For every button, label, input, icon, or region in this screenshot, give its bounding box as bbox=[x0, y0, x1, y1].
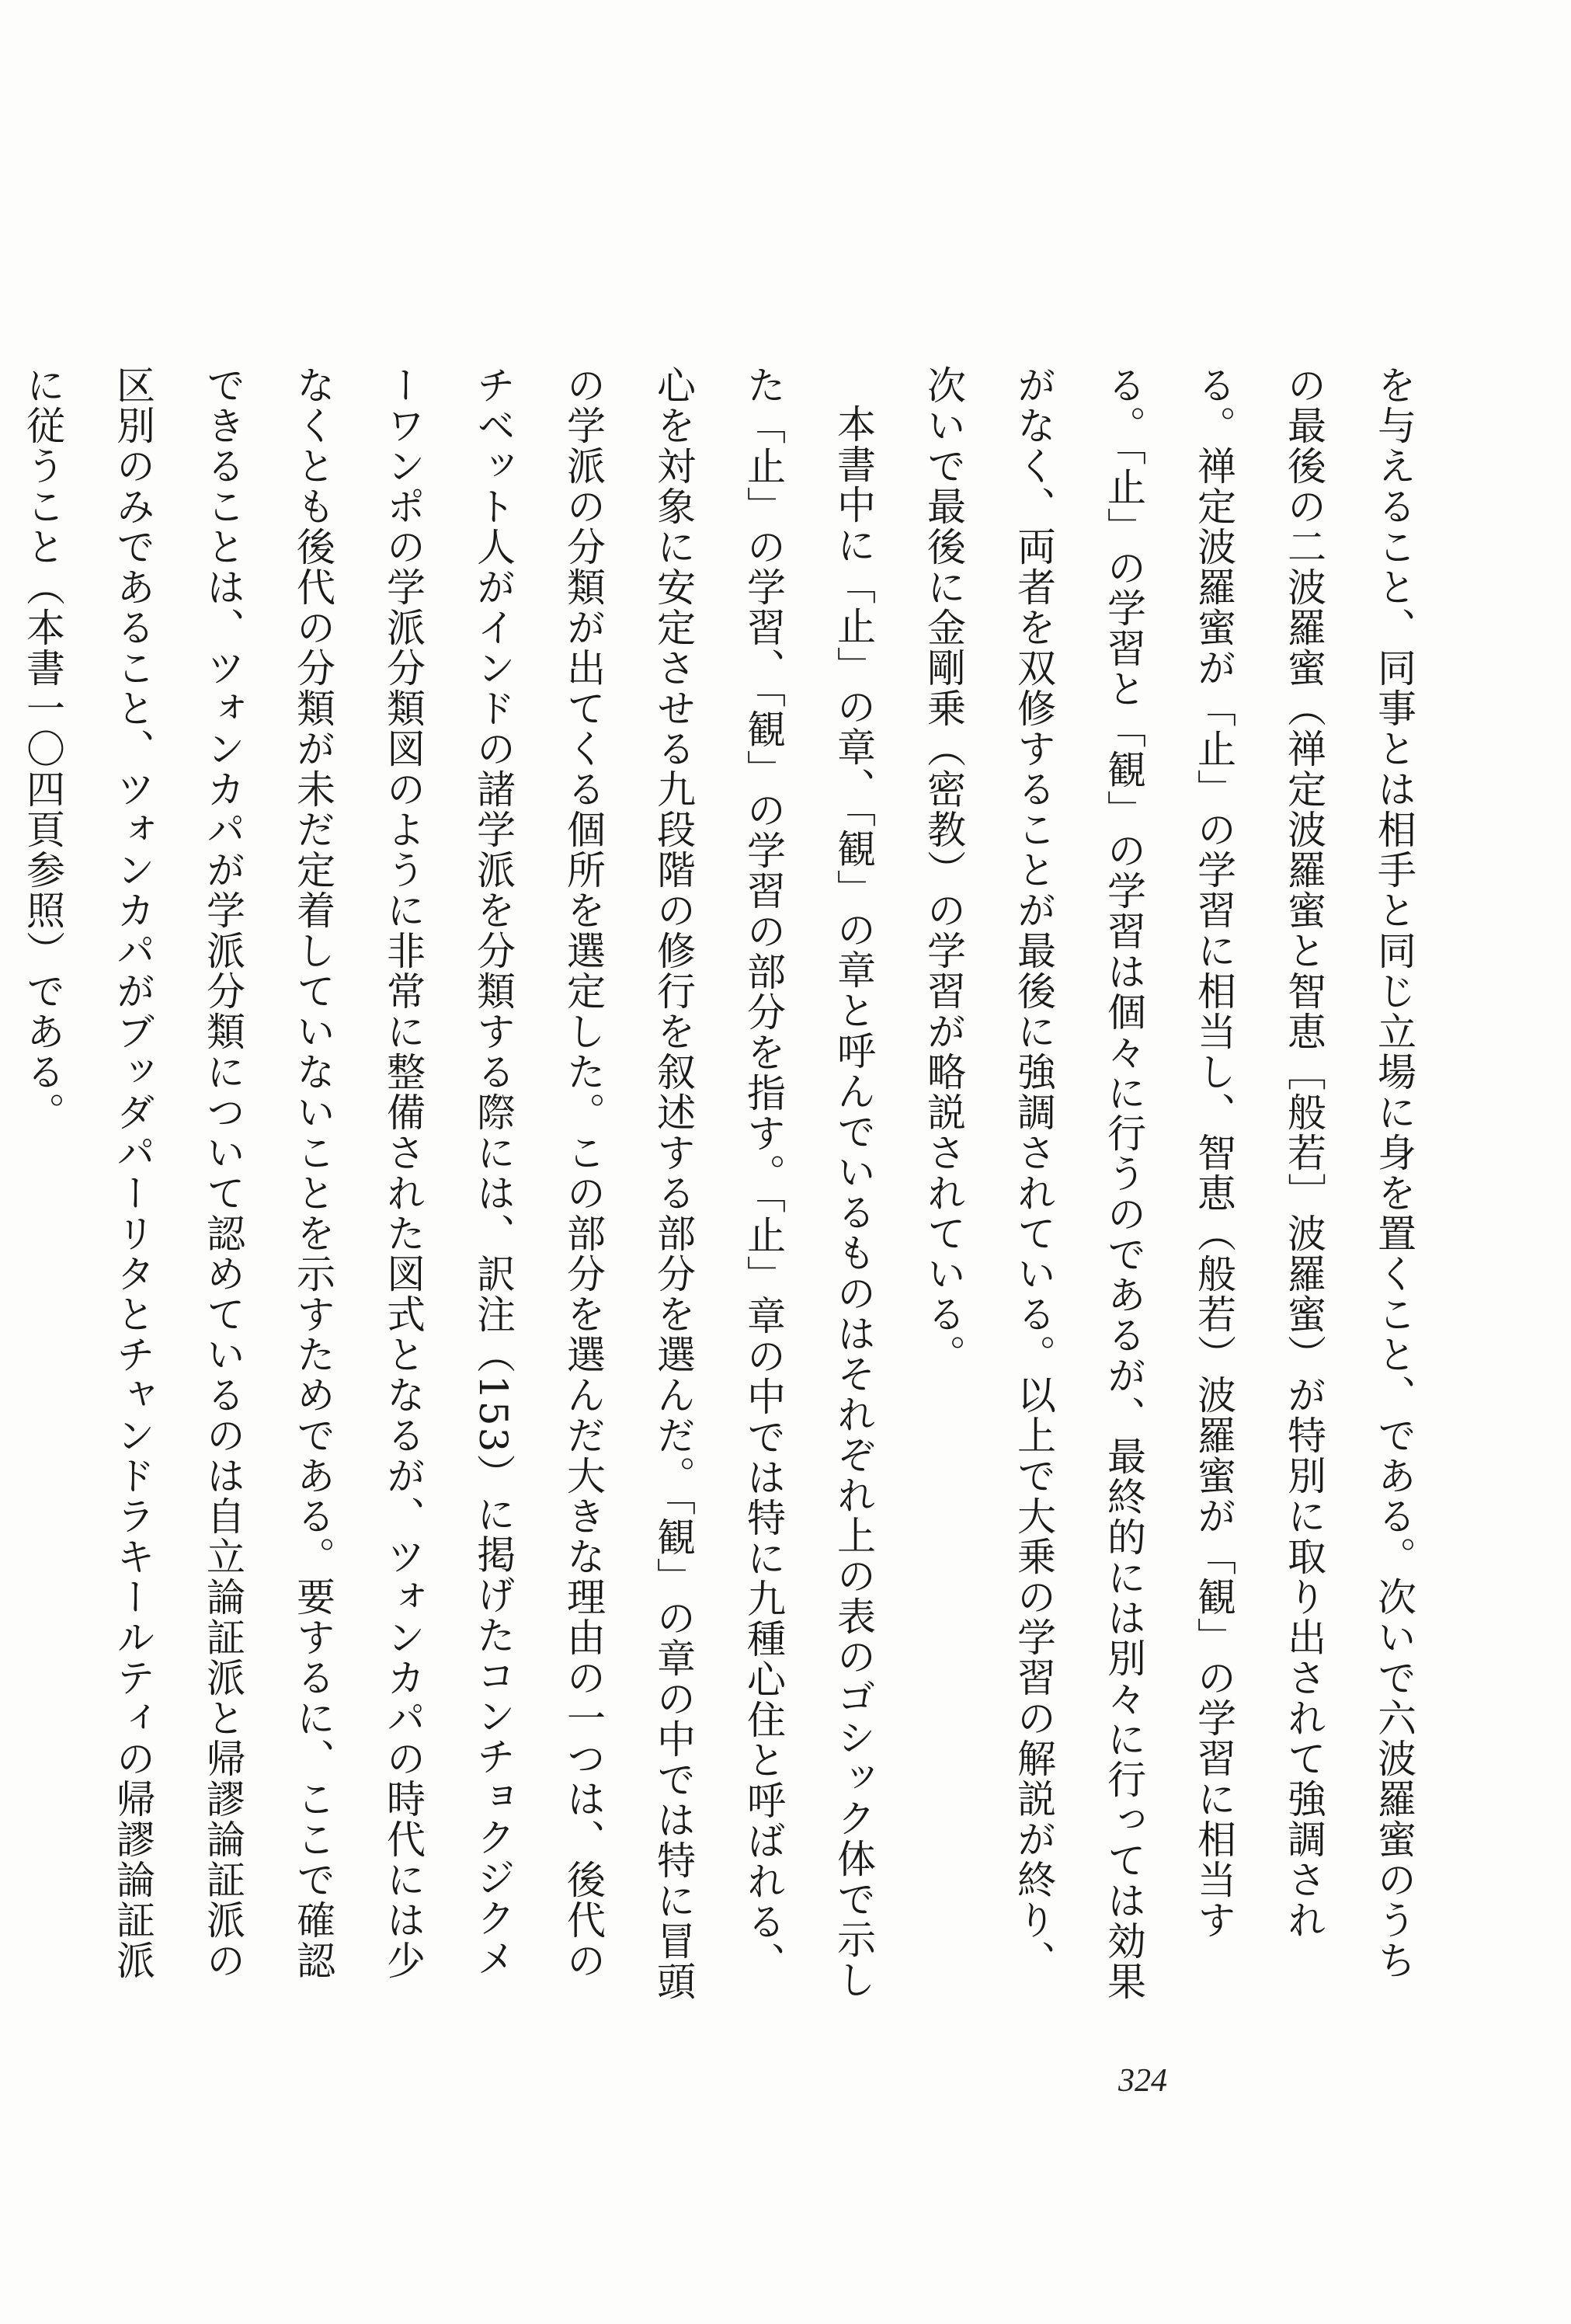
paragraph-2: 本書中に「止」の章、「観」の章と呼んでいるものはそれぞれ上の表のゴシック体で示した「止」の学習、「観」の学習の部分を指す。「止」章の中では特に九種心住と呼ばれる、心を対象に安定させる九段階の修行を叙述する部分を選んだ。「観」の章の中では特に冒頭の学派の分類が出てくる個所を選定した。この部分を選んだ大きな理由の一つは、後代のチベット人がインドの諸学派を分類する際には、訳注（153）に掲げたコンチョクジクメーワンポの学派分類図のように非常に整備された図式となるが、ツォンカパの時代には少なくとも後代の分類が未だ定着していないことを示すためである。要するに、ここで確認できることは、ツォンカパが学派分類について認めているのは自立論証派と帰謬論証派の区別のみであること、ツォンカパがブッダパーリタとチャンドラキールティの帰謬論証派に従うこと（本書一〇四頁参照）である。 bbox=[20, 365, 876, 2002]
page-number: 324 bbox=[1118, 2063, 1167, 2099]
body-text bbox=[0, 365, 1439, 2012]
paragraph-1: を与えること、同事とは相手と同じ立場に身を置くこと、である。次いで六波羅蜜のうちの最後の二波羅蜜（禅定波羅蜜と智恵［般若］波羅蜜）が特別に取り出されて強調される。禅定波羅蜜が「止」の学習に相当し、智恵（般若）波羅蜜が「観」の学習に相当する。「止」の学習と「観」の学習は個々に行うのであるが、最終的には別々に行っては効果がなく、両者を双修することが最後に強調されている。以上で大乗の学習の解説が終り、次いで最後に金剛乗（密教）の学習が略説されている。 bbox=[921, 365, 1416, 2002]
